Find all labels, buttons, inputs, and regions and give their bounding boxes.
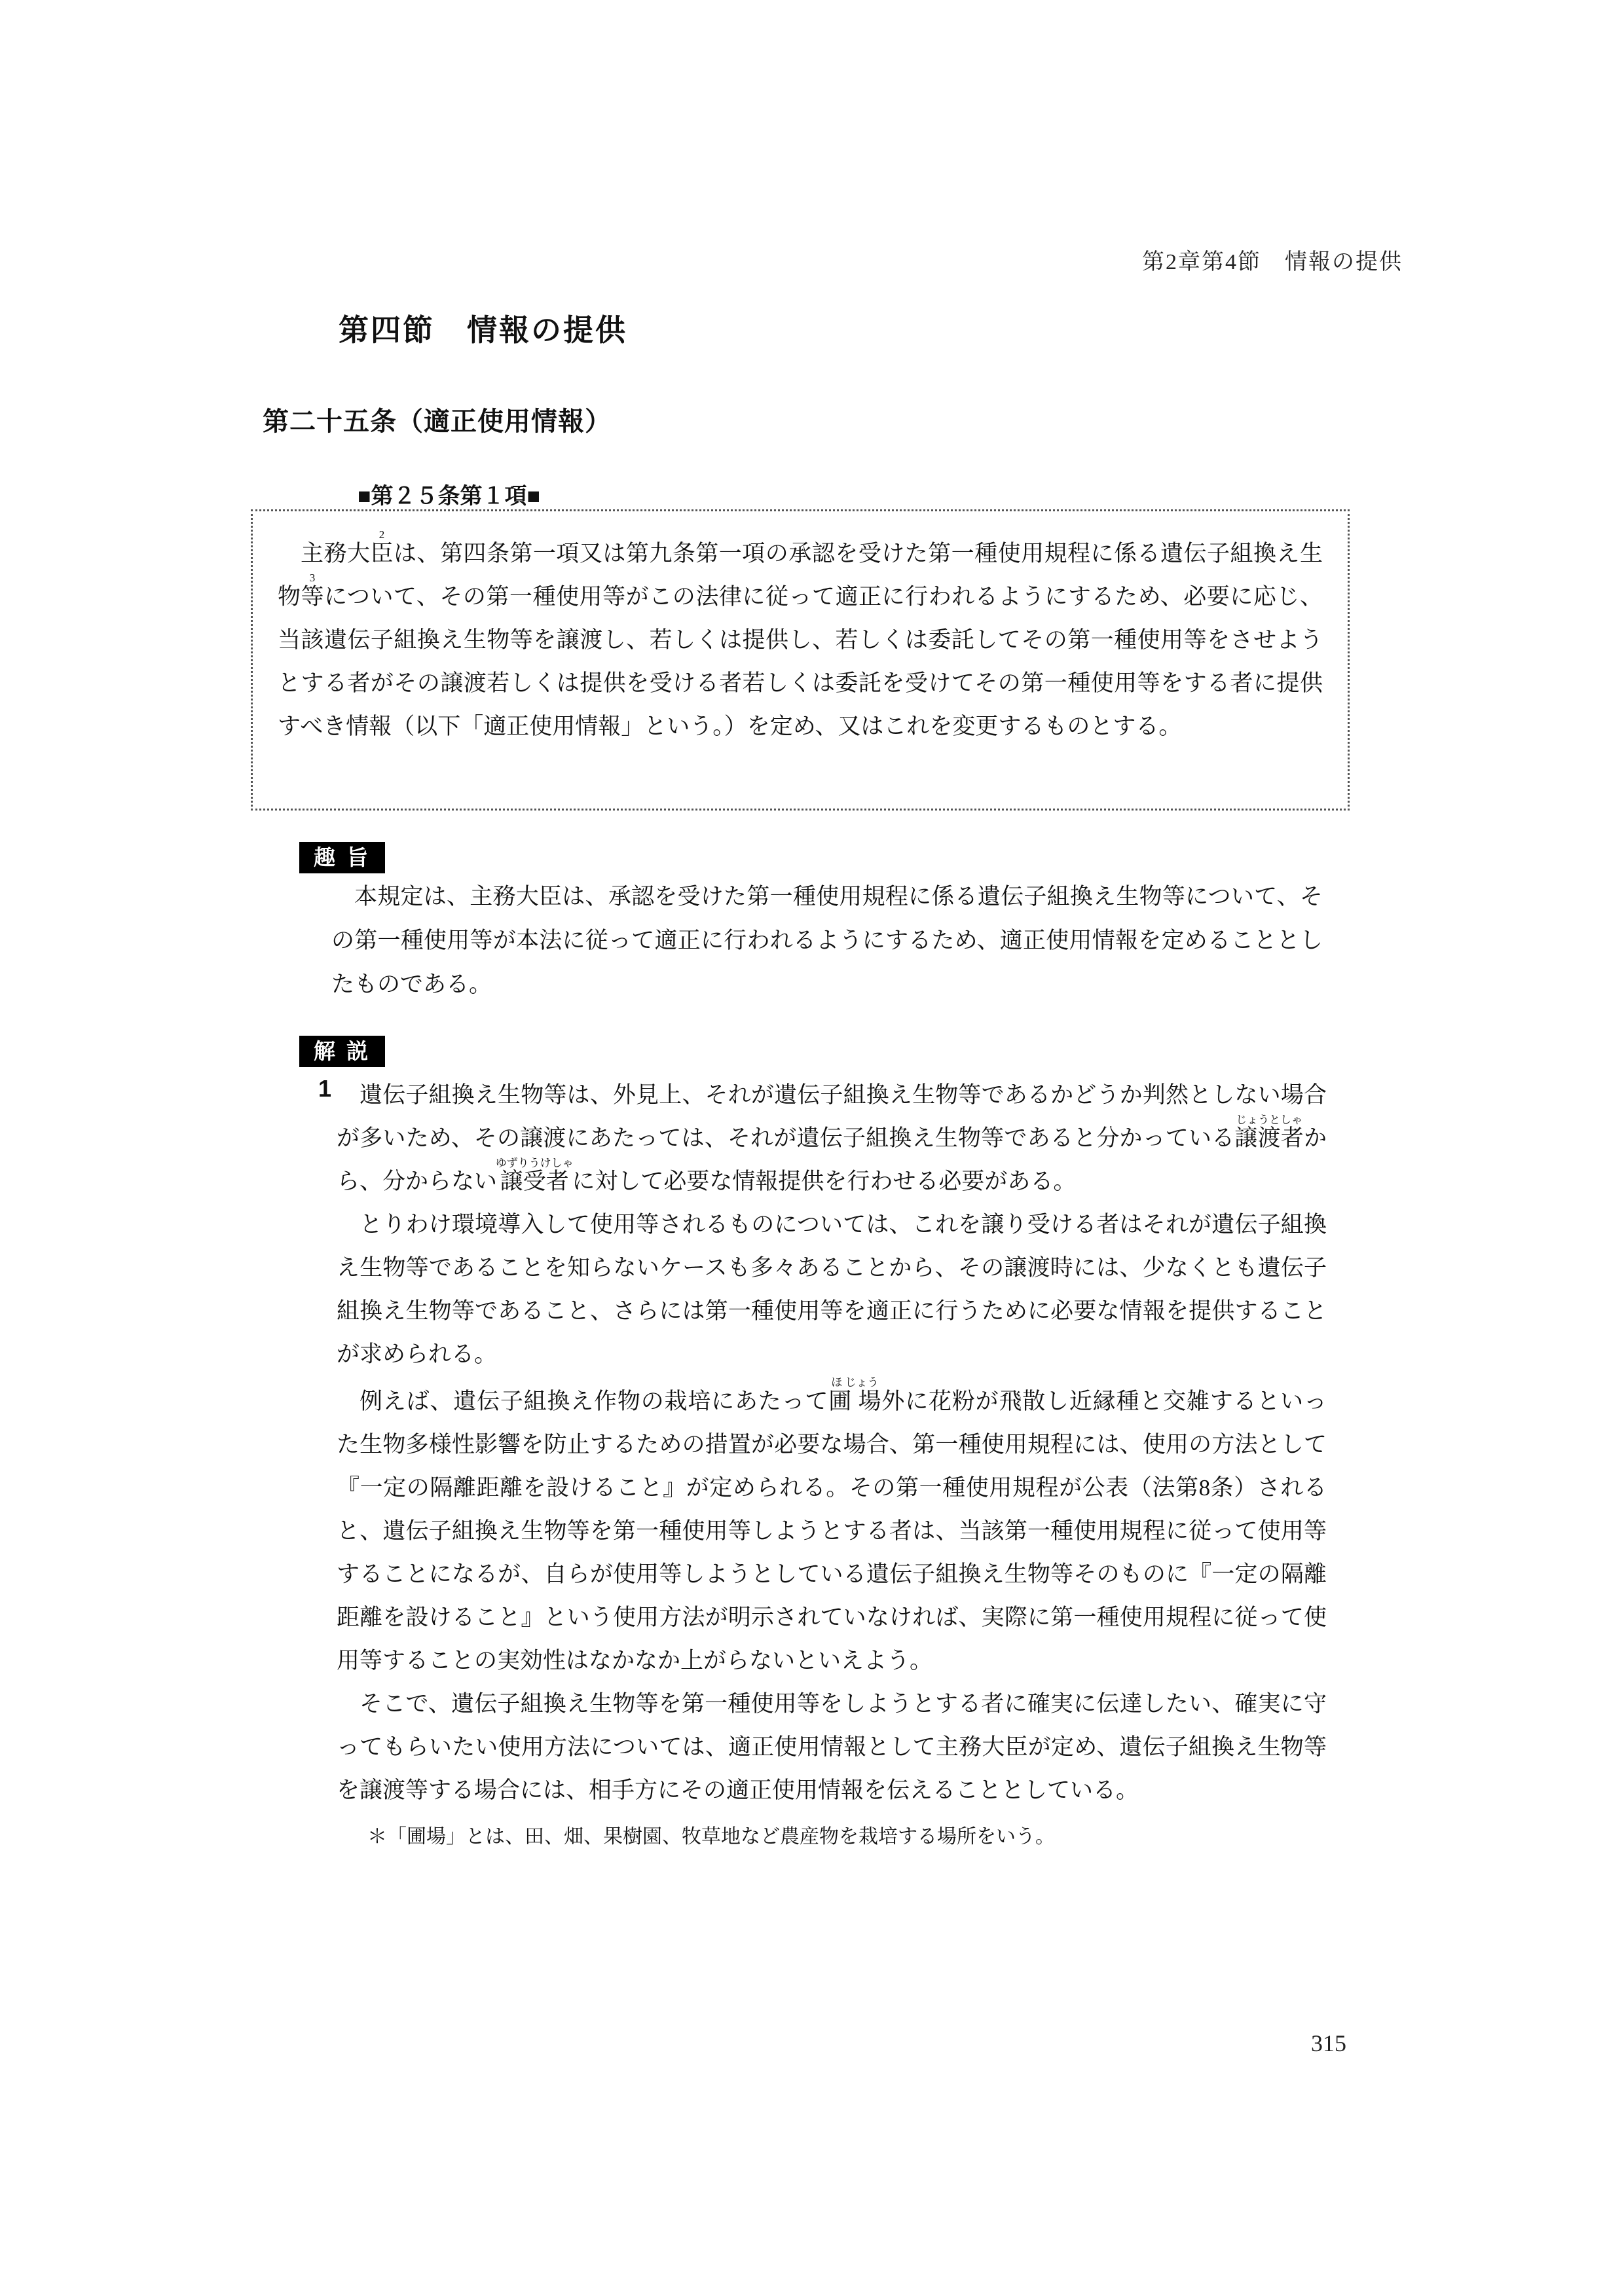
paragraph-segment: 遺伝子組換え生物等は、外見上、それが遺伝子組換え生物等であるかどうか判然としない場合が多いため、その譲渡にあたっては、それが遺伝子組換え生物等であると分かっている xyxy=(337,1082,1327,1151)
section-title: 第四節 情報の提供 xyxy=(339,313,627,347)
footnote-ref-mark: 3 xyxy=(301,572,324,584)
furigana-joutosha xyxy=(1234,1114,1304,1151)
ruby-reading: じょうとしゃ xyxy=(1234,1114,1304,1126)
footnote-ref-mark: 2 xyxy=(370,528,394,541)
ruby-reading: ほ じょう xyxy=(828,1376,881,1389)
law-text-ruby-base: 臣 xyxy=(370,541,394,566)
ruby-base: 圃 場 xyxy=(828,1389,882,1414)
clause-marker: ■第２５条第１項■ xyxy=(358,484,541,509)
commentary-paragraph-2: とりわけ環境導入して使用等されるものについては、これを譲り受ける者はそれが遺伝子組換え生物等であることを知らないケースも多々あることから、その譲渡時には、少なくとも遺伝子組換え生物等であること、さらには第一種使用等を適正に行うために必要な情報を提供することが求められる。 xyxy=(337,1212,1327,1367)
law-text-ruby-base: 等 xyxy=(301,584,325,610)
law-text xyxy=(278,530,1323,748)
law-text-segment: について、その第一種使用等がこの法律に従って適正に行われるようにするため、必要に応じ、当該遺伝子組換え生物等を譲渡し、若しくは提供し、若しくは委託してその第一種使用等をさせようとする者がその譲渡若しくは提供を受ける者若しくは委託を受けてその第一種使用等をする者に提供すべき情報（以下「適正使用情報」という。）を定め、又はこれを変更するものとする。 xyxy=(278,584,1323,739)
footnote-hojou-definition: ＊「圃場」とは、田、畑、果樹園、牧草地など農産物を栽培する場所をいう。 xyxy=(367,1826,1055,1848)
ruby-base: 譲受者 xyxy=(495,1169,574,1194)
purpose-badge: 趣 旨 xyxy=(299,842,385,873)
footnote-ref-2 xyxy=(370,528,394,566)
page-number: 315 xyxy=(1311,2030,1346,2056)
commentary-item-1 xyxy=(318,1074,1327,1851)
ruby-base: 譲渡者 xyxy=(1234,1125,1304,1151)
item-number: 1 xyxy=(318,1075,332,1102)
article-title: 第二十五条（適正使用情報） xyxy=(263,407,612,436)
paragraph-segment: 例えば、遺伝子組換え作物の栽培にあたって xyxy=(360,1389,829,1414)
paragraph-segment: に対して必要な情報提供を行わせる必要がある。 xyxy=(572,1169,1077,1194)
purpose-paragraph: 本規定は、主務大臣は、承認を受けた第一種使用規程に係る遺伝子組換え生物等について、その第一種使用等が本法に従って適正に行われるようにするため、適正使用情報を定めることとしたものである。 xyxy=(331,884,1323,997)
ruby-reading: ゆずりうけしゃ xyxy=(495,1157,574,1169)
law-text-segment: は、第四条第一項又は第九条第一項の承認を受けた第一種使用規程に係る遺伝子組換え生物 xyxy=(278,541,1323,610)
paragraph-segment: から、分からない xyxy=(337,1125,1327,1194)
furigana-yuzuriukesha xyxy=(495,1157,574,1194)
law-quote-box xyxy=(251,509,1350,811)
commentary-paragraph-4: そこで、遺伝子組換え生物等を第一種使用等をしようとする者に確実に伝達したい、確実に守ってもらいたい使用方法については、適正使用情報として主務大臣が定め、遺伝子組換え生物等を譲渡等する場合には、相手方にその適正使用情報を伝えることとしている。 xyxy=(337,1691,1327,1803)
running-header: 第2章第4節 情報の提供 xyxy=(1142,250,1403,274)
paragraph-segment: 外に花粉が飛散し近縁種と交雑するといった生物多様性影響を防止するための措置が必要な場合、第一種使用規程には、使用の方法として『一定の隔離距離を設けること』が定められる。その第一種使用規程が公表（法第8条）されると、遺伝子組換え生物等を第一種使用等しようとする者は、当該第一種使用規程に従って使用等することになるが、自らが使用等しようとしている遺伝子組換え生物等そのものに『一定の隔離距離を設けること』という使用方法が明示されていなければ、実際に第一種使用規程に従って使用等することの実効性はなかなか上がらないといえよう。 xyxy=(337,1389,1327,1673)
furigana-hojou xyxy=(828,1376,882,1414)
footnote-ref-3 xyxy=(301,572,325,610)
commentary-paragraph-3 xyxy=(337,1376,1327,1683)
law-text-segment: 主務大 xyxy=(301,541,371,566)
commentary-paragraph-1 xyxy=(337,1074,1327,1203)
commentary-badge: 解 説 xyxy=(299,1036,385,1067)
